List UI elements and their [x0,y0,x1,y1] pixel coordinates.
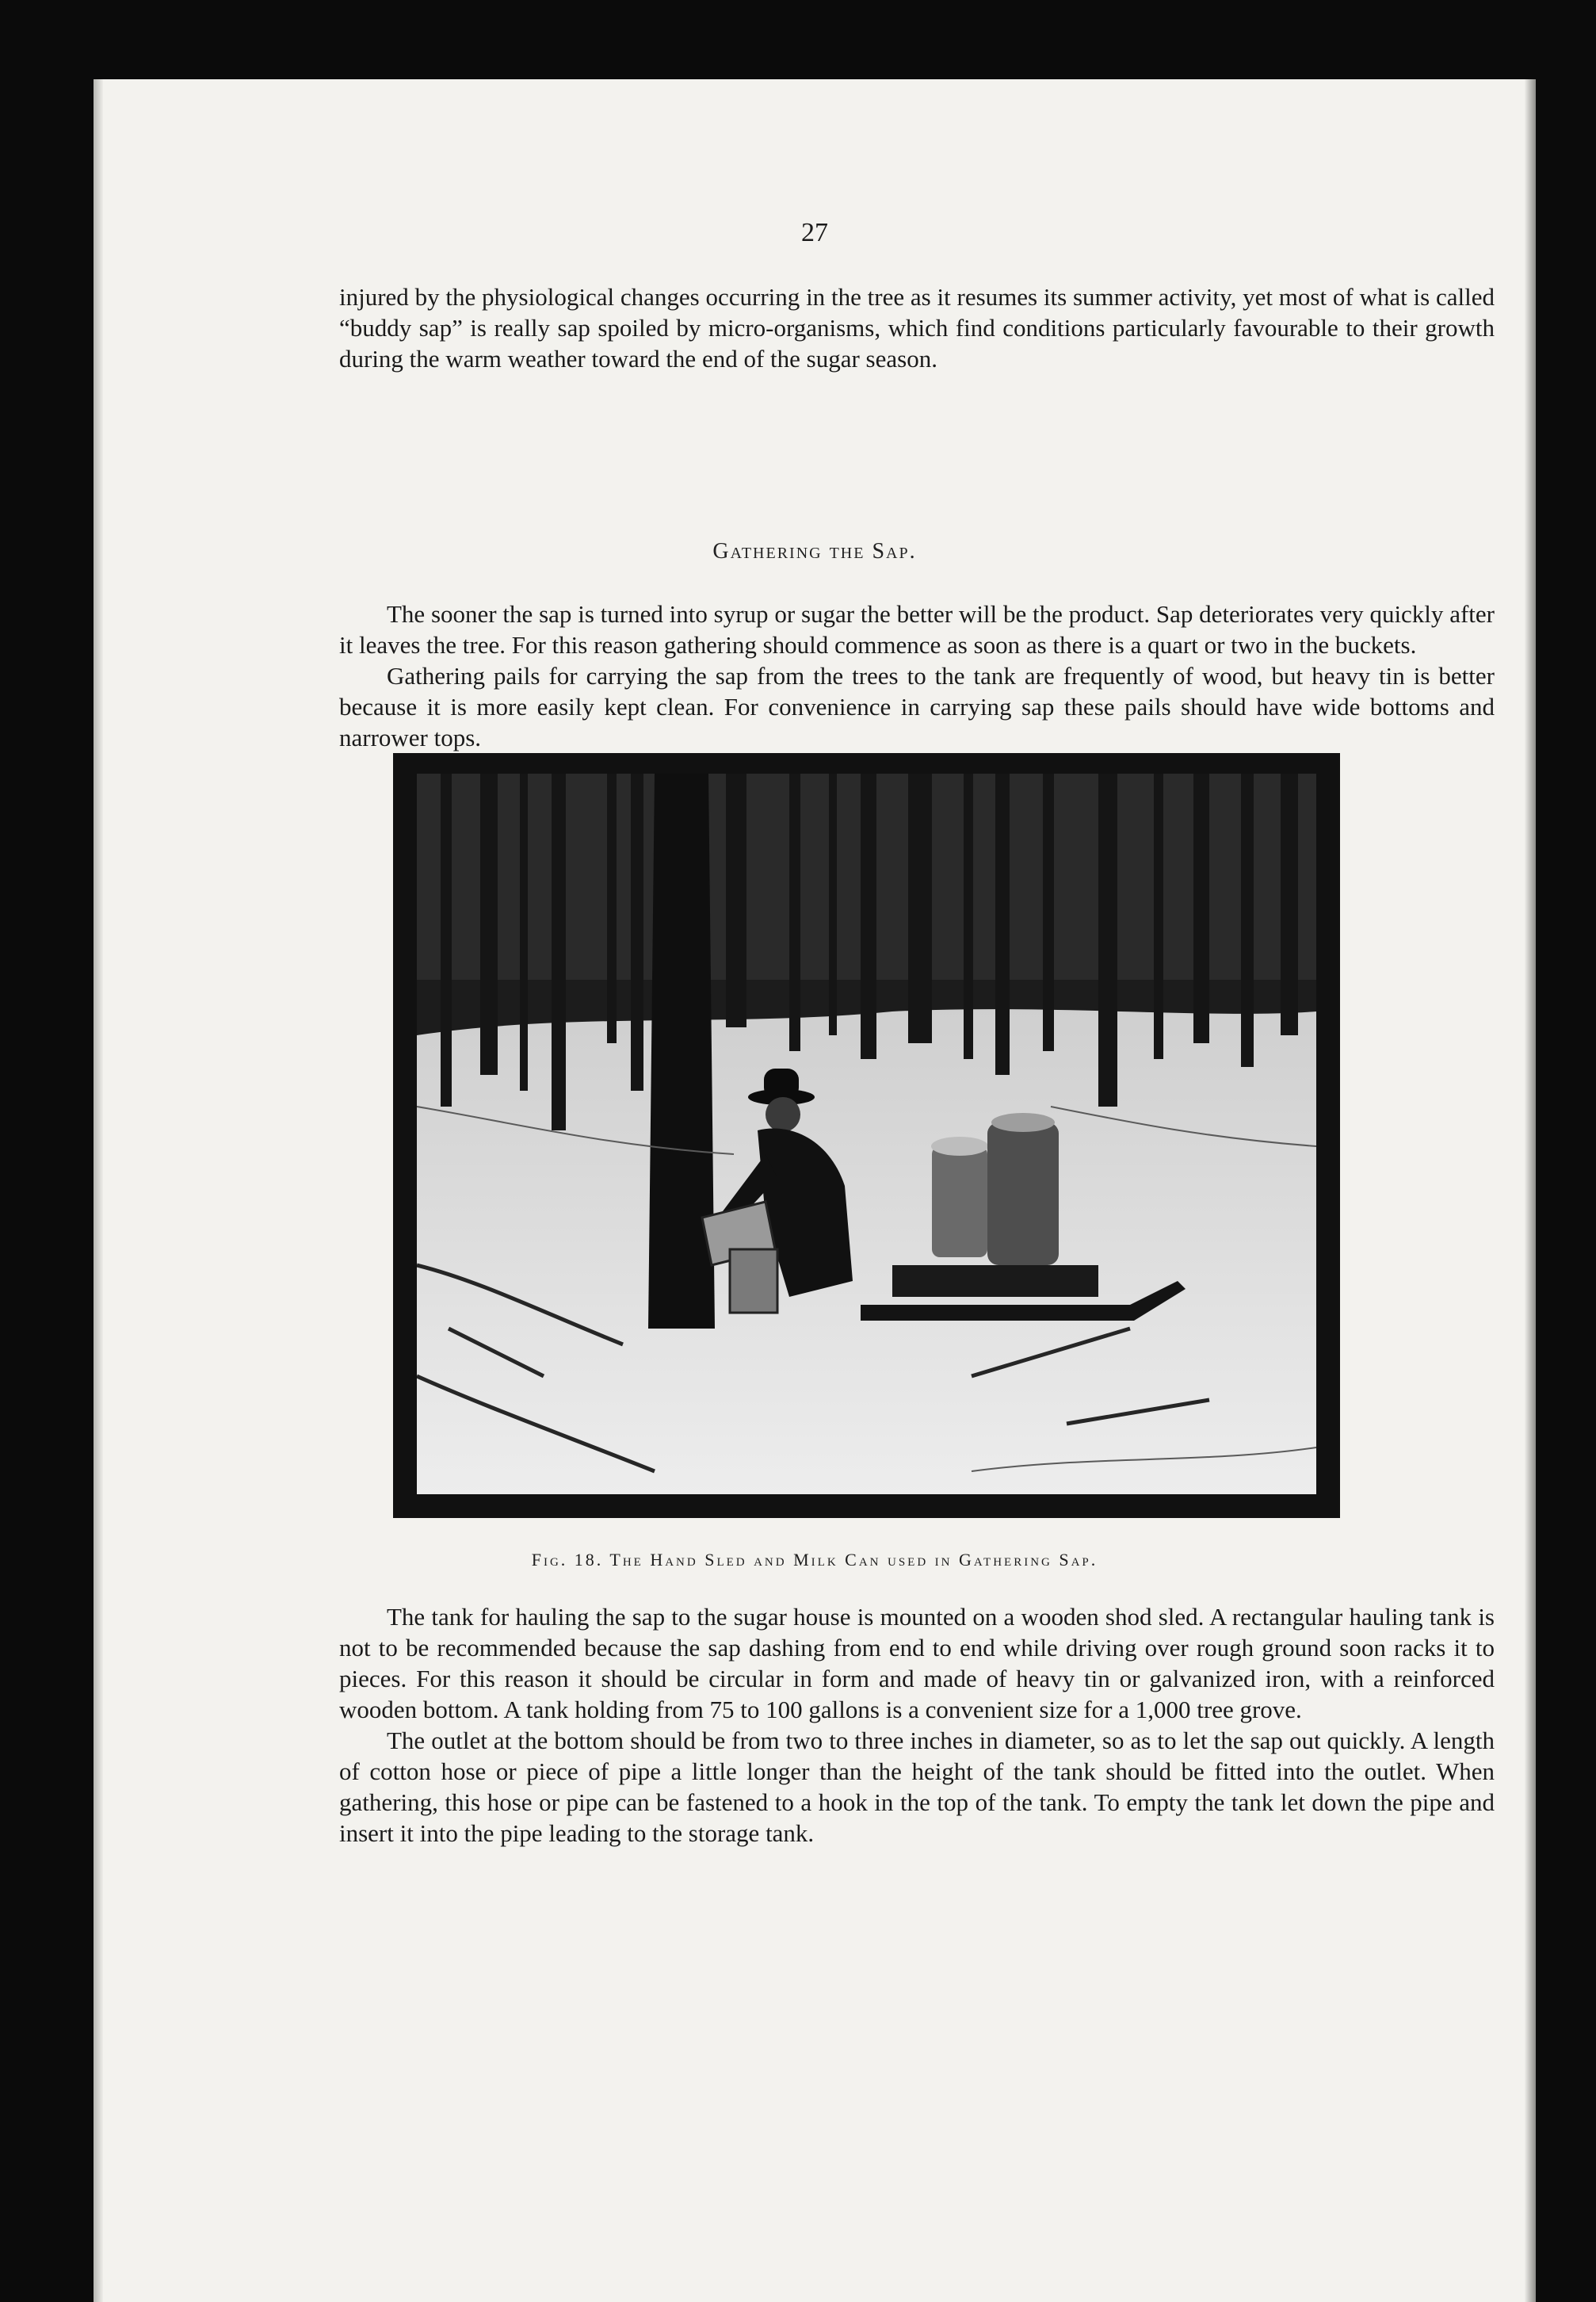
page-edge [1525,79,1536,2302]
sap-gathering-photo [417,774,1316,1494]
paragraph: The outlet at the bottom should be from two to three inches in diameter, so as to let the sap out quickly. A length of cotton hose or piece of pipe a little longer than the height of the tank should be fitted into the outlet. When gathering, this hose or pipe can be fastened to a hook in the top of the tank. To empty the tank let down the pipe and insert it into the pipe leading to the storage tank. [339,1726,1495,1847]
paragraph-top [339,281,1495,374]
section-2 [339,1601,1495,1849]
paragraph: Gathering pails for carrying the sap from the trees to the tank are frequently of wood, but heavy tin is better because it is more easily kept clean. For convenience in carrying sap these pails should have wide bottoms and narrower tops. [339,662,1495,751]
book-page [94,79,1536,2302]
paragraph: injured by the physiological changes occurring in the tree as it resumes its summer activity, yet most of what is called “buddy sap” is really sap spoiled by micro-organisms, which find conditions particularly favourable to their growth during the warm weather toward the end of the sugar season. [339,283,1495,373]
paragraph: The tank for hauling the sap to the sugar house is mounted on a wooden shod sled. A rectangular hauling tank is not to be recommended because the sap dashing from end to end while driving over rough ground soon racks it to pieces. For this reason it should be circular in form and made of heavy tin or galvanized iron, with a reinforced wooden bottom. A tank holding from 75 to 100 gallons is a convenient size for a 1,000 tree grove. [339,1603,1495,1723]
section-heading: Gathering the Sap. [712,539,917,564]
page-number: 27 [801,218,828,247]
section-1 [339,598,1495,753]
figure-photo-frame [393,753,1340,1518]
page-gutter [94,79,103,2302]
paragraph: The sooner the sap is turned into syrup or sugar the better will be the product. Sap deteriorates very quickly after it leaves the tree. For this reason gathering should commence as soon as there is a quart or two in the buckets. [339,600,1495,659]
figure-caption: Fig. 18. The Hand Sled and Milk Can used in Gathering Sap. [531,1550,1098,1570]
